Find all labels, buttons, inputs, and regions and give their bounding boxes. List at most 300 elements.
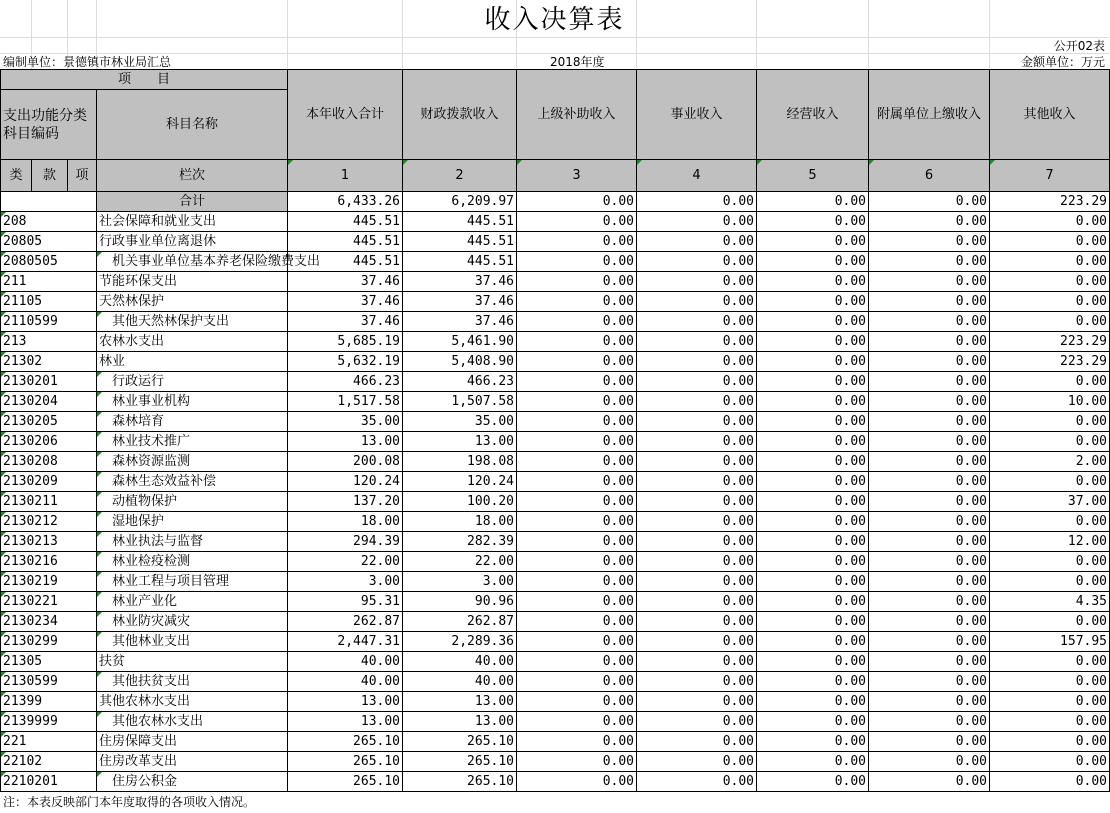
subject-name: 林业执法与监督 [97, 532, 288, 552]
amount-cell: 0.00 [869, 712, 990, 732]
subject-code: 2130234 [1, 612, 97, 632]
table-row [1, 292, 1110, 312]
amount-cell: 0.00 [517, 472, 637, 492]
amount-cell: 0.00 [757, 512, 869, 532]
subject-name: 湿地保护 [97, 512, 288, 532]
amount-cell: 0.00 [869, 592, 990, 612]
subject-code: 208 [1, 212, 97, 232]
amount-cell: 445.51 [288, 232, 403, 252]
subject-code: 21399 [1, 692, 97, 712]
amount-cell: 0.00 [517, 512, 637, 532]
subject-name: 住房公积金 [97, 772, 288, 792]
amount-cell: 466.23 [403, 372, 517, 392]
amount-cell: 0.00 [990, 692, 1110, 712]
amount-cell: 0.00 [637, 592, 757, 612]
col-fiscal-header: 财政拨款收入 [403, 70, 517, 160]
amount-cell: 0.00 [637, 652, 757, 672]
amount-cell: 0.00 [637, 332, 757, 352]
total-value: 0.00 [869, 192, 990, 212]
amount-cell: 0.00 [869, 412, 990, 432]
col-index-6: 6 [869, 160, 990, 192]
amount-cell: 0.00 [637, 732, 757, 752]
amount-cell: 35.00 [403, 412, 517, 432]
amount-cell: 0.00 [517, 332, 637, 352]
amount-cell: 265.10 [288, 772, 403, 792]
amount-cell: 223.29 [990, 332, 1110, 352]
table-row [1, 712, 1110, 732]
amount-cell: 0.00 [990, 232, 1110, 252]
amount-cell: 40.00 [403, 652, 517, 672]
amount-cell: 0.00 [757, 432, 869, 452]
amount-cell: 445.51 [403, 212, 517, 232]
amount-cell: 0.00 [517, 432, 637, 452]
amount-cell: 0.00 [637, 412, 757, 432]
amount-cell: 0.00 [869, 332, 990, 352]
amount-cell: 0.00 [990, 212, 1110, 232]
lei-header: 类 [1, 160, 32, 192]
subject-code: 2130599 [1, 672, 97, 692]
subject-code: 2130209 [1, 472, 97, 492]
amount-cell: 0.00 [517, 592, 637, 612]
subject-code: 2210201 [1, 772, 97, 792]
amount-cell: 0.00 [517, 652, 637, 672]
amount-cell: 0.00 [637, 232, 757, 252]
amount-cell: 0.00 [517, 372, 637, 392]
subject-code: 2130201 [1, 372, 97, 392]
amount-cell: 0.00 [869, 212, 990, 232]
amount-cell: 0.00 [990, 472, 1110, 492]
amount-cell: 0.00 [990, 512, 1110, 532]
subject-code: 2130208 [1, 452, 97, 472]
amount-cell: 0.00 [757, 612, 869, 632]
amount-cell: 262.87 [403, 612, 517, 632]
amount-cell: 0.00 [757, 672, 869, 692]
amount-cell: 0.00 [517, 232, 637, 252]
amount-cell: 0.00 [757, 272, 869, 292]
amount-cell: 0.00 [869, 252, 990, 272]
subject-name: 其他林业支出 [97, 632, 288, 652]
table-row [1, 472, 1110, 492]
amount-cell: 0.00 [517, 712, 637, 732]
amount-cell: 13.00 [403, 692, 517, 712]
amount-cell: 0.00 [869, 512, 990, 532]
table-row [1, 752, 1110, 772]
amount-cell: 445.51 [288, 252, 403, 272]
amount-cell: 0.00 [637, 772, 757, 792]
amount-cell: 0.00 [757, 212, 869, 232]
amount-cell: 137.20 [288, 492, 403, 512]
amount-cell: 0.00 [757, 292, 869, 312]
subject-code: 2080505 [1, 252, 97, 272]
amount-cell: 0.00 [637, 692, 757, 712]
amount-cell: 0.00 [517, 532, 637, 552]
amount-cell: 2,447.31 [288, 632, 403, 652]
amount-cell: 18.00 [288, 512, 403, 532]
amount-cell: 0.00 [637, 752, 757, 772]
subject-code: 20805 [1, 232, 97, 252]
amount-cell: 0.00 [637, 272, 757, 292]
amount-cell: 0.00 [517, 392, 637, 412]
subject-name: 林业产业化 [97, 592, 288, 612]
amount-cell: 445.51 [403, 252, 517, 272]
amount-cell: 0.00 [757, 392, 869, 412]
amount-cell: 0.00 [990, 272, 1110, 292]
amount-cell: 0.00 [757, 692, 869, 712]
col-index-4: 4 [637, 160, 757, 192]
subject-code: 22102 [1, 752, 97, 772]
subject-name: 住房改革支出 [97, 752, 288, 772]
amount-cell: 40.00 [403, 672, 517, 692]
table-row [1, 392, 1110, 412]
amount-cell: 0.00 [990, 772, 1110, 792]
table-row [1, 592, 1110, 612]
amount-cell: 100.20 [403, 492, 517, 512]
subject-name: 其他农林水支出 [97, 692, 288, 712]
total-code-cell [1, 192, 97, 212]
amount-cell: 0.00 [637, 292, 757, 312]
amount-cell: 0.00 [637, 672, 757, 692]
amount-cell: 0.00 [517, 212, 637, 232]
amount-cell: 0.00 [757, 732, 869, 752]
col-index-7: 7 [990, 160, 1110, 192]
amount-cell: 0.00 [869, 372, 990, 392]
header-row-item [1, 70, 1110, 90]
amount-cell: 0.00 [517, 252, 637, 272]
amount-cell: 0.00 [869, 432, 990, 452]
amount-cell: 445.51 [403, 232, 517, 252]
table-row [1, 512, 1110, 532]
subject-name: 其他天然林保护支出 [97, 312, 288, 332]
amount-cell: 0.00 [637, 552, 757, 572]
subject-code: 21302 [1, 352, 97, 372]
amount-cell: 0.00 [757, 572, 869, 592]
amount-cell: 0.00 [637, 312, 757, 332]
subject-name: 社会保障和就业支出 [97, 212, 288, 232]
subject-name: 林业技术推广 [97, 432, 288, 452]
kuan-header: 款 [32, 160, 68, 192]
col-superior-header: 上级补助收入 [517, 70, 637, 160]
amount-cell: 0.00 [757, 252, 869, 272]
amount-cell: 0.00 [637, 492, 757, 512]
func-code-header: 支出功能分类科目编码 [1, 90, 97, 160]
amount-cell: 0.00 [517, 272, 637, 292]
amount-cell: 0.00 [757, 632, 869, 652]
table-row [1, 552, 1110, 572]
table-row [1, 432, 1110, 452]
amount-cell: 0.00 [637, 572, 757, 592]
header-row-index [1, 160, 1110, 192]
amount-cell: 0.00 [869, 772, 990, 792]
amount-cell: 35.00 [288, 412, 403, 432]
footnote: 注：本表反映部门本年度取得的各项收入情况。 [3, 795, 256, 809]
amount-cell: 0.00 [869, 752, 990, 772]
amount-cell: 0.00 [757, 652, 869, 672]
subject-code: 2130211 [1, 492, 97, 512]
amount-cell: 198.08 [403, 452, 517, 472]
amount-cell: 13.00 [403, 712, 517, 732]
amount-cell: 0.00 [869, 272, 990, 292]
amount-cell: 0.00 [869, 652, 990, 672]
amount-cell: 0.00 [869, 732, 990, 752]
subject-code: 211 [1, 272, 97, 292]
table-row [1, 412, 1110, 432]
amount-cell: 0.00 [990, 652, 1110, 672]
amount-cell: 13.00 [288, 432, 403, 452]
amount-cell: 0.00 [517, 752, 637, 772]
amount-cell: 265.10 [403, 752, 517, 772]
amount-cell: 13.00 [288, 712, 403, 732]
subject-code: 2130212 [1, 512, 97, 532]
amount-cell: 0.00 [757, 472, 869, 492]
amount-cell: 0.00 [990, 412, 1110, 432]
table-row [1, 532, 1110, 552]
amount-cell: 120.24 [403, 472, 517, 492]
amount-cell: 0.00 [517, 692, 637, 712]
subject-name: 行政事业单位离退休 [97, 232, 288, 252]
amount-cell: 0.00 [757, 772, 869, 792]
amount-cell: 265.10 [288, 752, 403, 772]
amount-cell: 0.00 [869, 572, 990, 592]
subject-name: 农林水支出 [97, 332, 288, 352]
amount-cell: 466.23 [288, 372, 403, 392]
amount-cell: 157.95 [990, 632, 1110, 652]
amount-cell: 0.00 [869, 232, 990, 252]
amount-cell: 223.29 [990, 352, 1110, 372]
amount-cell: 0.00 [869, 612, 990, 632]
amount-cell: 0.00 [517, 732, 637, 752]
amount-cell: 22.00 [403, 552, 517, 572]
amount-cell: 0.00 [637, 252, 757, 272]
amount-cell: 0.00 [757, 332, 869, 352]
col-affiliate-header: 附属单位上缴收入 [869, 70, 990, 160]
amount-cell: 10.00 [990, 392, 1110, 412]
table-row [1, 332, 1110, 352]
amount-cell: 5,632.19 [288, 352, 403, 372]
total-value: 0.00 [637, 192, 757, 212]
amount-cell: 0.00 [757, 492, 869, 512]
amount-cell: 265.10 [288, 732, 403, 752]
amount-cell: 90.96 [403, 592, 517, 612]
amount-cell: 4.35 [990, 592, 1110, 612]
subject-code: 2130221 [1, 592, 97, 612]
amount-cell: 0.00 [517, 292, 637, 312]
amount-cell: 0.00 [990, 312, 1110, 332]
amount-cell: 37.46 [403, 292, 517, 312]
amount-cell: 0.00 [990, 252, 1110, 272]
amount-cell: 265.10 [403, 772, 517, 792]
lanci-header: 栏次 [97, 160, 288, 192]
subject-code: 21105 [1, 292, 97, 312]
subject-name: 机关事业单位基本养老保险缴费支出 [97, 252, 288, 272]
amount-cell: 0.00 [757, 232, 869, 252]
amount-cell: 0.00 [757, 312, 869, 332]
amount-cell: 0.00 [517, 452, 637, 472]
subject-code: 2130216 [1, 552, 97, 572]
amount-cell: 37.46 [403, 272, 517, 292]
subject-name: 林业检疫检测 [97, 552, 288, 572]
amount-cell: 40.00 [288, 672, 403, 692]
amount-cell: 0.00 [757, 712, 869, 732]
amount-cell: 0.00 [517, 352, 637, 372]
subject-code: 2130206 [1, 432, 97, 452]
amount-cell: 5,461.90 [403, 332, 517, 352]
subject-code: 2110599 [1, 312, 97, 332]
table-row [1, 452, 1110, 472]
subject-name-header: 科目名称 [97, 90, 288, 160]
amount-cell: 0.00 [869, 692, 990, 712]
amount-cell: 0.00 [757, 412, 869, 432]
subject-name: 住房保障支出 [97, 732, 288, 752]
amount-cell: 0.00 [869, 492, 990, 512]
table-row [1, 692, 1110, 712]
amount-cell: 0.00 [517, 552, 637, 572]
subject-name: 林业事业机构 [97, 392, 288, 412]
amount-cell: 18.00 [403, 512, 517, 532]
table-row [1, 352, 1110, 372]
amount-cell: 294.39 [288, 532, 403, 552]
amount-cell: 0.00 [990, 612, 1110, 632]
amount-cell: 0.00 [637, 212, 757, 232]
col-index-2: 2 [403, 160, 517, 192]
amount-cell: 3.00 [403, 572, 517, 592]
table-row [1, 732, 1110, 752]
table-row [1, 492, 1110, 512]
subject-name: 其他扶贫支出 [97, 672, 288, 692]
amount-cell: 95.31 [288, 592, 403, 612]
amount-cell: 0.00 [757, 592, 869, 612]
amount-cell: 0.00 [757, 532, 869, 552]
income-table [0, 69, 1110, 792]
col-total-header: 本年收入合计 [288, 70, 403, 160]
amount-cell: 0.00 [637, 532, 757, 552]
fiscal-year: 2018年度 [550, 55, 605, 69]
col-operating-header: 经营收入 [757, 70, 869, 160]
subject-name: 其他农林水支出 [97, 712, 288, 732]
amount-cell: 0.00 [990, 672, 1110, 692]
table-row [1, 612, 1110, 632]
col-business-header: 事业收入 [637, 70, 757, 160]
subject-name: 动植物保护 [97, 492, 288, 512]
amount-cell: 0.00 [869, 392, 990, 412]
compiling-unit: 编制单位：景德镇市林业局汇总 [3, 55, 172, 69]
amount-cell: 22.00 [288, 552, 403, 572]
subject-name: 森林培育 [97, 412, 288, 432]
form-number: 公开02表 [1053, 39, 1105, 53]
amount-unit: 金额单位：万元 [1020, 55, 1105, 69]
amount-cell: 0.00 [990, 372, 1110, 392]
amount-cell: 0.00 [990, 432, 1110, 452]
xiang-header: 项 [68, 160, 97, 192]
amount-cell: 0.00 [517, 612, 637, 632]
amount-cell: 13.00 [403, 432, 517, 452]
subject-code: 21305 [1, 652, 97, 672]
total-row [1, 192, 1110, 212]
subject-code: 221 [1, 732, 97, 752]
table-row [1, 672, 1110, 692]
amount-cell: 120.24 [288, 472, 403, 492]
amount-cell: 37.46 [288, 272, 403, 292]
amount-cell: 0.00 [869, 352, 990, 372]
col-index-3: 3 [517, 160, 637, 192]
amount-cell: 0.00 [637, 432, 757, 452]
subject-name: 森林资源监测 [97, 452, 288, 472]
amount-cell: 0.00 [869, 312, 990, 332]
amount-cell: 0.00 [517, 572, 637, 592]
amount-cell: 12.00 [990, 532, 1110, 552]
total-value: 0.00 [517, 192, 637, 212]
amount-cell: 1,517.58 [288, 392, 403, 412]
subject-code: 213 [1, 332, 97, 352]
amount-cell: 265.10 [403, 732, 517, 752]
subject-code: 2130219 [1, 572, 97, 592]
amount-cell: 0.00 [637, 472, 757, 492]
amount-cell: 0.00 [757, 372, 869, 392]
amount-cell: 13.00 [288, 692, 403, 712]
amount-cell: 5,685.19 [288, 332, 403, 352]
table-row [1, 652, 1110, 672]
amount-cell: 0.00 [990, 292, 1110, 312]
subject-code: 2130205 [1, 412, 97, 432]
amount-cell: 0.00 [757, 752, 869, 772]
amount-cell: 0.00 [637, 612, 757, 632]
table-row [1, 252, 1110, 272]
total-value: 6,433.26 [288, 192, 403, 212]
subject-name: 行政运行 [97, 372, 288, 392]
table-row [1, 632, 1110, 652]
subject-name: 林业防灾减灾 [97, 612, 288, 632]
table-row [1, 312, 1110, 332]
amount-cell: 0.00 [869, 292, 990, 312]
amount-cell: 0.00 [990, 572, 1110, 592]
amount-cell: 0.00 [869, 472, 990, 492]
subject-name: 扶贫 [97, 652, 288, 672]
table-row [1, 772, 1110, 792]
col-index-1: 1 [288, 160, 403, 192]
amount-cell: 2.00 [990, 452, 1110, 472]
amount-cell: 0.00 [637, 712, 757, 732]
subject-code: 2139999 [1, 712, 97, 732]
subject-code: 2130204 [1, 392, 97, 412]
amount-cell: 0.00 [990, 712, 1110, 732]
amount-cell: 0.00 [757, 452, 869, 472]
amount-cell: 0.00 [517, 672, 637, 692]
table-row [1, 272, 1110, 292]
table-row [1, 232, 1110, 252]
subject-name: 节能环保支出 [97, 272, 288, 292]
amount-cell: 2,289.36 [403, 632, 517, 652]
amount-cell: 0.00 [517, 772, 637, 792]
amount-cell: 3.00 [288, 572, 403, 592]
subject-code: 2130299 [1, 632, 97, 652]
table-row [1, 212, 1110, 232]
amount-cell: 37.46 [288, 292, 403, 312]
amount-cell: 1,507.58 [403, 392, 517, 412]
amount-cell: 0.00 [990, 752, 1110, 772]
amount-cell: 0.00 [517, 632, 637, 652]
amount-cell: 0.00 [757, 552, 869, 572]
amount-cell: 262.87 [288, 612, 403, 632]
amount-cell: 0.00 [869, 632, 990, 652]
amount-cell: 200.08 [288, 452, 403, 472]
amount-cell: 282.39 [403, 532, 517, 552]
total-value: 223.29 [990, 192, 1110, 212]
amount-cell: 0.00 [869, 452, 990, 472]
amount-cell: 5,408.90 [403, 352, 517, 372]
amount-cell: 0.00 [517, 312, 637, 332]
col-other-header: 其他收入 [990, 70, 1110, 160]
amount-cell: 40.00 [288, 652, 403, 672]
subject-name: 森林生态效益补偿 [97, 472, 288, 492]
